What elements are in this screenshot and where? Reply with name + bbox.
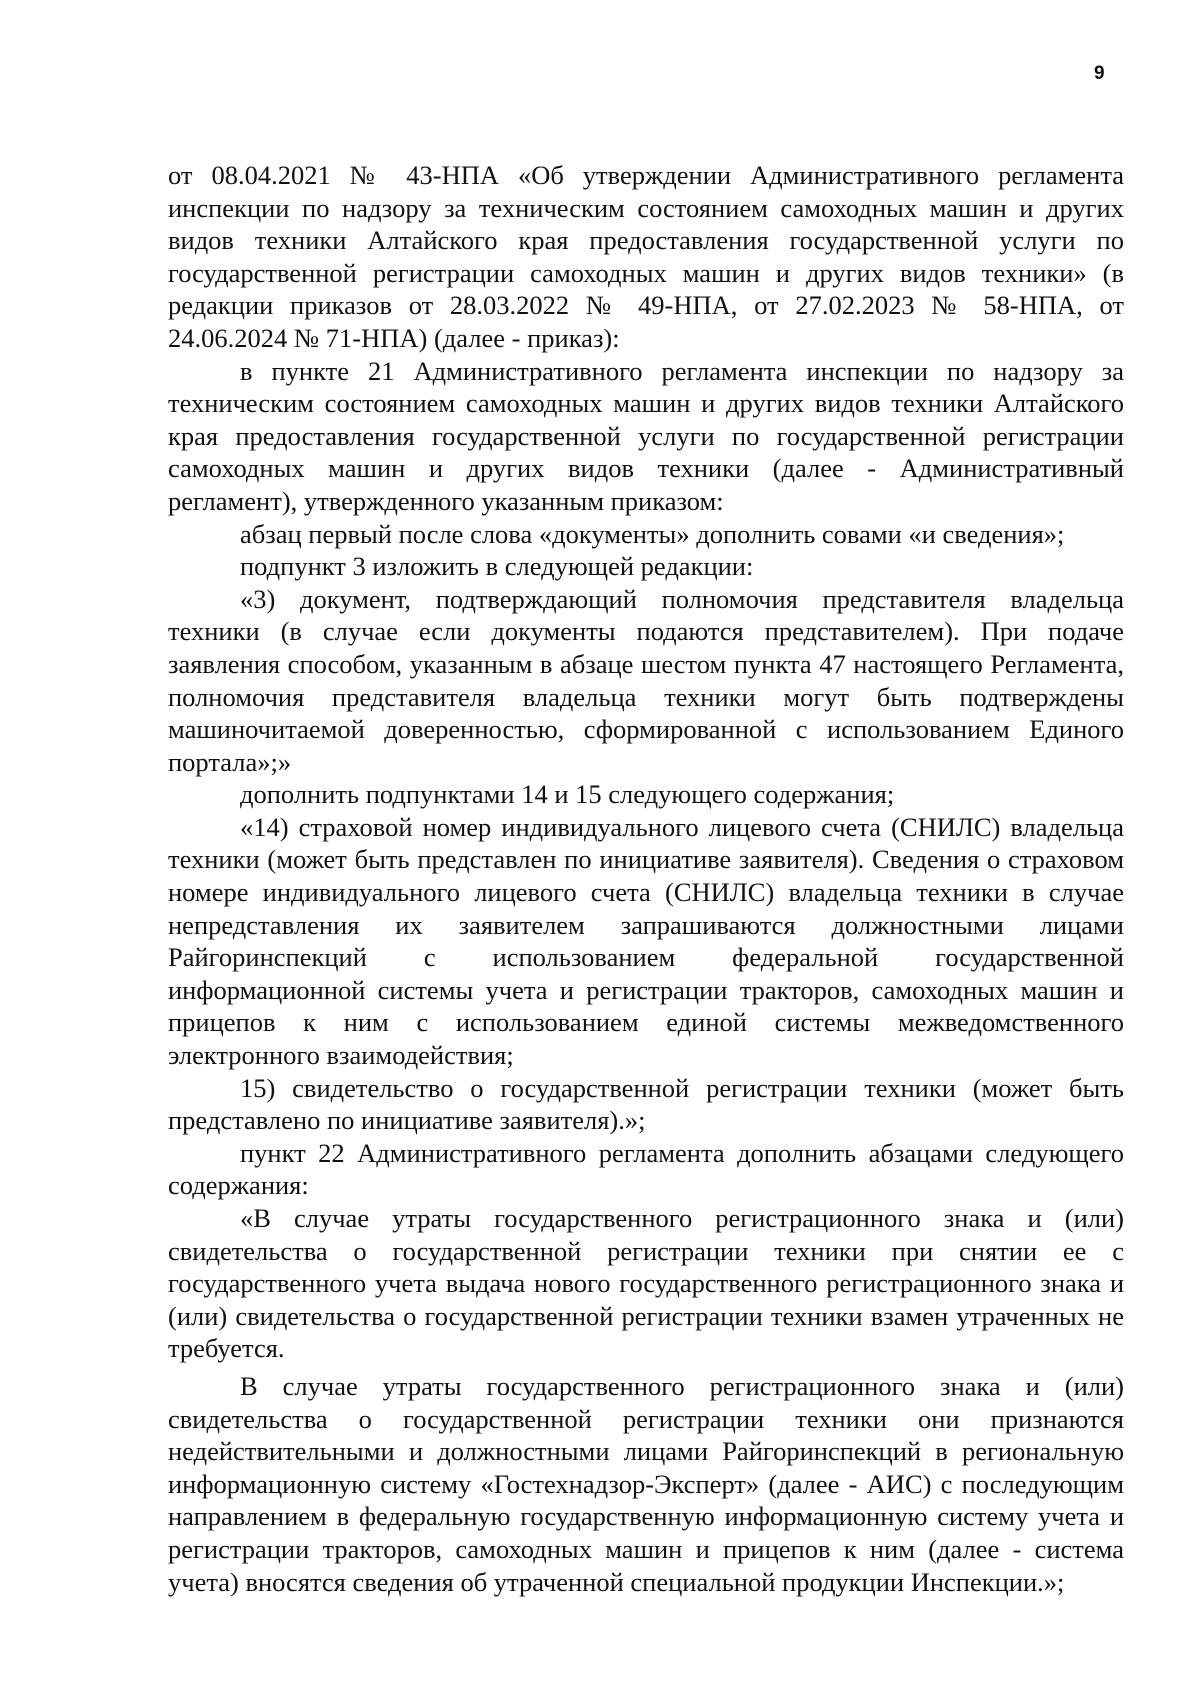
paragraph-subpoint-14: «14) страховой номер индивидуального лицевого счета (СНИЛС) владельца техники (может быть представлен по инициативе заявителя). Сведения о страховом номере индивидуального лицевого счета (СНИЛС) владельца техники в случае непредставления их заявителем запрашиваются должностными лицами Райгоринспекций с использованием федеральной государственной информационной системы учета и регистрации тракторов, самоходных машин и прицепов к ним с использованием единой системы межведомственного электронного взаимодействия; [168,811,1124,1071]
paragraph-subpoint-3-text: «3) документ, подтверждающий полномочия представителя владельца техники (в случае если документы подаются представителем). При подаче заявления способом, указанным в абзаце шестом пункта 47 настоящего Регламента, полномочия представителя владельца техники могут быть подтверждены машиночитаемой доверенностью, сформированной с использованием Единого портала»;» [168,583,1124,777]
paragraph-subpoint-15: 15) свидетельство о государственной регистрации техники (может быть представлено по инициативе заявителя).»; [168,1072,1124,1136]
paragraph-subpoints-14-15-intro: дополнить подпунктами 14 и 15 следующего содержания; [240,779,895,810]
page-number: 9 [1094,63,1105,84]
paragraph-order-reference: от 08.04.2021 № 43-НПА «Об утверждении Административного регламента инспекции по надзору за техническим состоянием самоходных машин и других видов техники Алтайского края предоставления государственной услуги по государственной регистрации самоходных машин и других видов техники» (в редакции приказов от 28.03.2022 № 49-НПА, от 27.02.2023 № 58-НПА, от 24.06.2024 № 71-НПА) (далее - приказ): [168,160,1124,353]
paragraph-point-21: в пункте 21 Административного регламента инспекции по надзору за техническим состоянием самоходных машин и других видов техники Алтайского края предоставления государственной услуги по государственной регистрации самоходных машин и других видов техники (далее - Административный регламент), утвержденного указанным приказом: [168,355,1124,516]
paragraph-subpoint-3-intro: подпункт 3 изложить в следующей редакции: [240,551,754,582]
paragraph-loss-on-deregistration: «В случае утраты государственного регистрационного знака и (или) свидетельства о государственной регистрации техники при снятии ее с государственного учета выдача нового государственного регистрационного знака и (или) свидетельства о государственной регистрации техники взамен утраченных не требуется. [168,1203,1124,1364]
paragraph-point-22-intro: пункт 22 Административного регламента дополнить абзацами следующего содержания: [168,1137,1124,1201]
document-text [168,159,1124,1598]
paragraph-loss-invalidation: В случае утраты государственного регистрационного знака и (или) свидетельства о государственной регистрации техники они признаются недействительными и должностными лицами Райгоринспекций в региональную информационную систему «Гостехнадзор-Эксперт» (далее - АИС) с последующим направлением в федеральную государственную информационную систему учета и регистрации тракторов, самоходных машин и прицепов к ним (далее - система учета) вносятся сведения об утраченной специальной продукции Инспекции.»; [168,1370,1124,1597]
paragraph-first-abzac: абзац первый после слова «документы» дополнить совами «и сведения»; [240,518,1065,549]
